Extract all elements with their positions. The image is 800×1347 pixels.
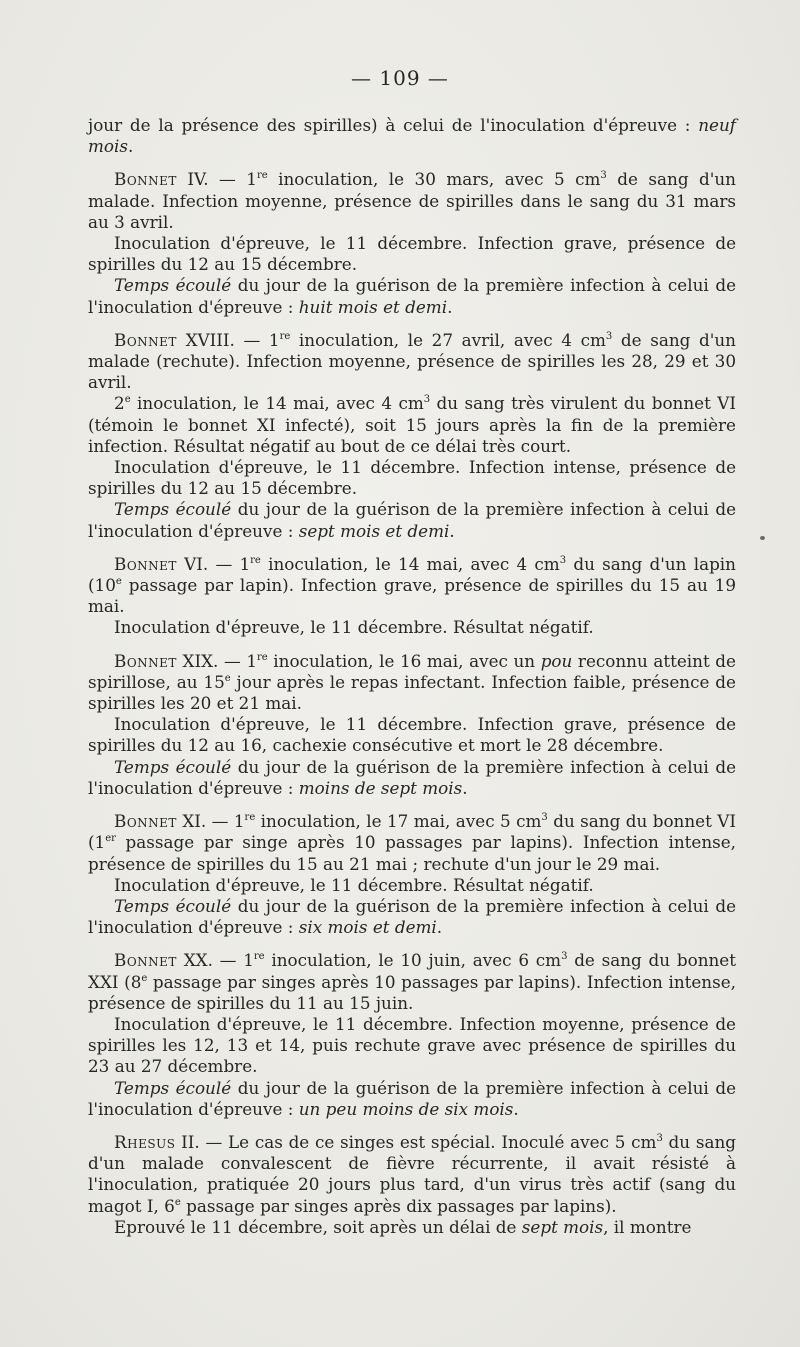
text-run: inoculation, le 16 mai, avec un (267, 650, 541, 671)
paragraph (88, 554, 736, 618)
italic-text: sept mois (521, 1216, 604, 1237)
superscript: e (124, 394, 131, 406)
italic-text: moins de sept mois (298, 777, 463, 798)
text-run: jour de la présence des spirilles) à celui de l'inoculation d'épreuve : (88, 115, 699, 135)
text-run: du sang d'un malade convalescent de fièvre récurrente, il avait résisté à l'inoculation, pratiquée 20 jours plus tard, d'un virus très actif (sang du magot I, 6 (88, 1131, 737, 1216)
paragraph (88, 115, 736, 157)
paragraph (88, 457, 736, 499)
superscript: 3 (541, 812, 548, 824)
text-run: VI. — 1 (176, 553, 251, 574)
text-run: du sang du bonnet VI (1 (88, 811, 736, 853)
text-run: de sang d'un malade (rechute). Infection moyenne, présence de spirilles les 28, 29 et 30 avril. (88, 329, 736, 393)
italic-text: Temps écoulé (114, 275, 232, 296)
text-run: Inoculation d'épreuve, le 11 décembre. Infection moyenne, présence de spirilles les 12, 13 et 14, puis rechute grave avec présence de spirilles du 23 au 27 décembre. (88, 1013, 736, 1077)
paragraph (88, 499, 736, 541)
text-run: 2 (114, 393, 125, 414)
text-run: , il montre (603, 1216, 692, 1237)
paragraph (88, 169, 736, 233)
text-run: passage par singes après 10 passages par lapins). Infection intense, présence de spirilles du 11 au 15 juin. (88, 971, 736, 1013)
specimen-name: Rhesus (114, 1131, 176, 1152)
body-text (88, 115, 736, 1238)
text-run: du jour de la guérison de la première infection à celui de l'inoculation d'épreuve : (88, 1077, 736, 1119)
italic-text: six mois et demi (298, 917, 437, 938)
text-run: inoculation, le 30 mars, avec 5 cm (267, 169, 601, 190)
text-run: Inoculation d'épreuve, le 11 décembre. Infection grave, présence de spirilles du 12 au 16, cachexie consécutive et mort le 28 décembre. (88, 714, 736, 756)
paragraph (88, 875, 736, 896)
paragraph (88, 1132, 736, 1217)
text-run: II. — Le cas de ce singes est spécial. Inoculé avec 5 cm (175, 1131, 657, 1152)
text-run: . (128, 136, 134, 157)
superscript: e (224, 672, 231, 684)
paragraph (88, 1014, 736, 1078)
text-run: de sang d'un malade. Infection moyenne, présence de spirilles dans le sang du 31 mars au 3 avril. (88, 169, 736, 232)
specimen-name: Bonnet (114, 950, 177, 971)
text-run: XI. — 1 (176, 811, 245, 832)
text-run: jour après le repas infectant. Infection faible, présence de spirilles les 20 et 21 mai. (88, 671, 736, 714)
specimen-name: Bonnet (114, 553, 177, 574)
paragraph (88, 275, 736, 317)
text-run: . (447, 296, 453, 317)
superscript: er (105, 833, 116, 845)
text-run: de sang du bonnet XXI (8 (88, 950, 736, 992)
specimen-name: Bonnet (114, 811, 177, 832)
paragraph (88, 811, 736, 875)
ink-speck (760, 536, 765, 540)
paragraph (88, 651, 736, 715)
italic-text: Temps écoulé (114, 499, 232, 520)
paragraph (88, 950, 736, 1014)
italic-text: Temps écoulé (114, 1077, 232, 1098)
text-run: Inoculation d'épreuve, le 11 décembre. Infection grave, présence de spirilles du 12 au 15 décembre. (88, 233, 736, 275)
text-run: du jour de la guérison de la première infection à celui de l'inoculation d'épreuve : (88, 275, 736, 317)
text-run: Inoculation d'épreuve, le 11 décembre. Infection intense, présence de spirilles du 12 au 15 décembre. (88, 457, 736, 499)
italic-text: un peu moins de six mois (298, 1098, 514, 1119)
text-run: passage par singe après 10 passages par lapins). Infection intense, présence de spirilles du 15 au 21 mai ; rechute d'un jour le 29 mai. (88, 832, 736, 874)
superscript: 3 (605, 330, 613, 342)
italic-text: sept mois et demi (298, 520, 450, 541)
paragraph (88, 617, 736, 638)
superscript: re (250, 554, 261, 566)
text-run: Inoculation d'épreuve, le 11 décembre. Résultat négatif. (114, 874, 594, 895)
superscript: re (279, 330, 291, 342)
superscript: 3 (423, 394, 431, 406)
superscript: re (253, 951, 265, 963)
text-run: du jour de la guérison de la première infection à celui de l'inoculation d'épreuve : (88, 756, 736, 798)
paragraph (88, 1078, 736, 1120)
text-run: du jour de la guérison de la première infection à celui de l'inoculation d'épreuve : (88, 499, 736, 541)
text-run: XIX. — 1 (176, 650, 257, 671)
page-number: — 109 — (351, 66, 449, 90)
superscript: e (141, 972, 148, 984)
paragraph (88, 393, 736, 457)
text-run: . (462, 777, 468, 798)
text-run: inoculation, le 14 mai, avec 4 cm (260, 553, 560, 574)
text-run: inoculation, le 17 mai, avec 5 cm (255, 811, 542, 832)
text-run: IV. — 1 (176, 169, 257, 190)
text-run: du jour de la guérison de la première infection à celui de l'inoculation d'épreuve : (88, 895, 736, 938)
text-run: XX. — 1 (176, 950, 254, 971)
paragraph (88, 896, 736, 938)
text-run: XVIII. — 1 (176, 329, 280, 350)
text-run: reconnu atteint de spirillose, au 15 (88, 650, 736, 692)
text-run: inoculation, le 14 mai, avec 4 cm (130, 393, 424, 414)
superscript: re (256, 170, 268, 182)
italic-text: huit mois et demi (298, 296, 448, 317)
text-run: . (436, 917, 443, 938)
italic-text: Temps écoulé (114, 895, 232, 916)
superscript: 3 (561, 951, 568, 963)
italic-text: Temps écoulé (114, 756, 232, 777)
superscript: 3 (559, 554, 567, 566)
text-run: du sang d'un lapin (10 (88, 553, 736, 596)
italic-text: neuf mois (88, 115, 736, 157)
text-run: Inoculation d'épreuve, le 11 décembre. Résultat négatif. (114, 617, 594, 638)
specimen-name: Bonnet (114, 650, 177, 671)
paragraph (88, 1217, 736, 1238)
paragraph (88, 714, 736, 756)
paragraph (88, 757, 736, 799)
superscript: e (174, 1196, 181, 1208)
text-run: . (513, 1098, 519, 1119)
specimen-name: Bonnet (114, 169, 177, 190)
specimen-name: Bonnet (114, 329, 177, 350)
italic-text: pou (540, 650, 573, 671)
text-run: Eprouvé le 11 décembre, soit après un délai de (114, 1216, 522, 1237)
superscript: e (115, 576, 122, 588)
superscript: 3 (600, 170, 607, 182)
superscript: re (244, 812, 256, 824)
text-run: passage par lapin). Infection grave, présence de spirilles du 15 au 19 mai. (88, 575, 736, 617)
paragraph (88, 330, 736, 394)
text-run: du sang très virulent du bonnet VI (témoin le bonnet XI infecté), soit 15 jours après la fin de la première infection. Résultat négatif au bout de ce délai très court. (88, 393, 736, 456)
text-run: passage par singes après dix passages par lapins). (180, 1195, 617, 1216)
superscript: re (257, 651, 268, 663)
superscript: 3 (656, 1132, 663, 1144)
paragraph (88, 233, 736, 275)
text-run: inoculation, le 10 juin, avec 6 cm (264, 950, 562, 971)
text-run: inoculation, le 27 avril, avec 4 cm (290, 329, 606, 350)
text-run: . (449, 520, 455, 541)
